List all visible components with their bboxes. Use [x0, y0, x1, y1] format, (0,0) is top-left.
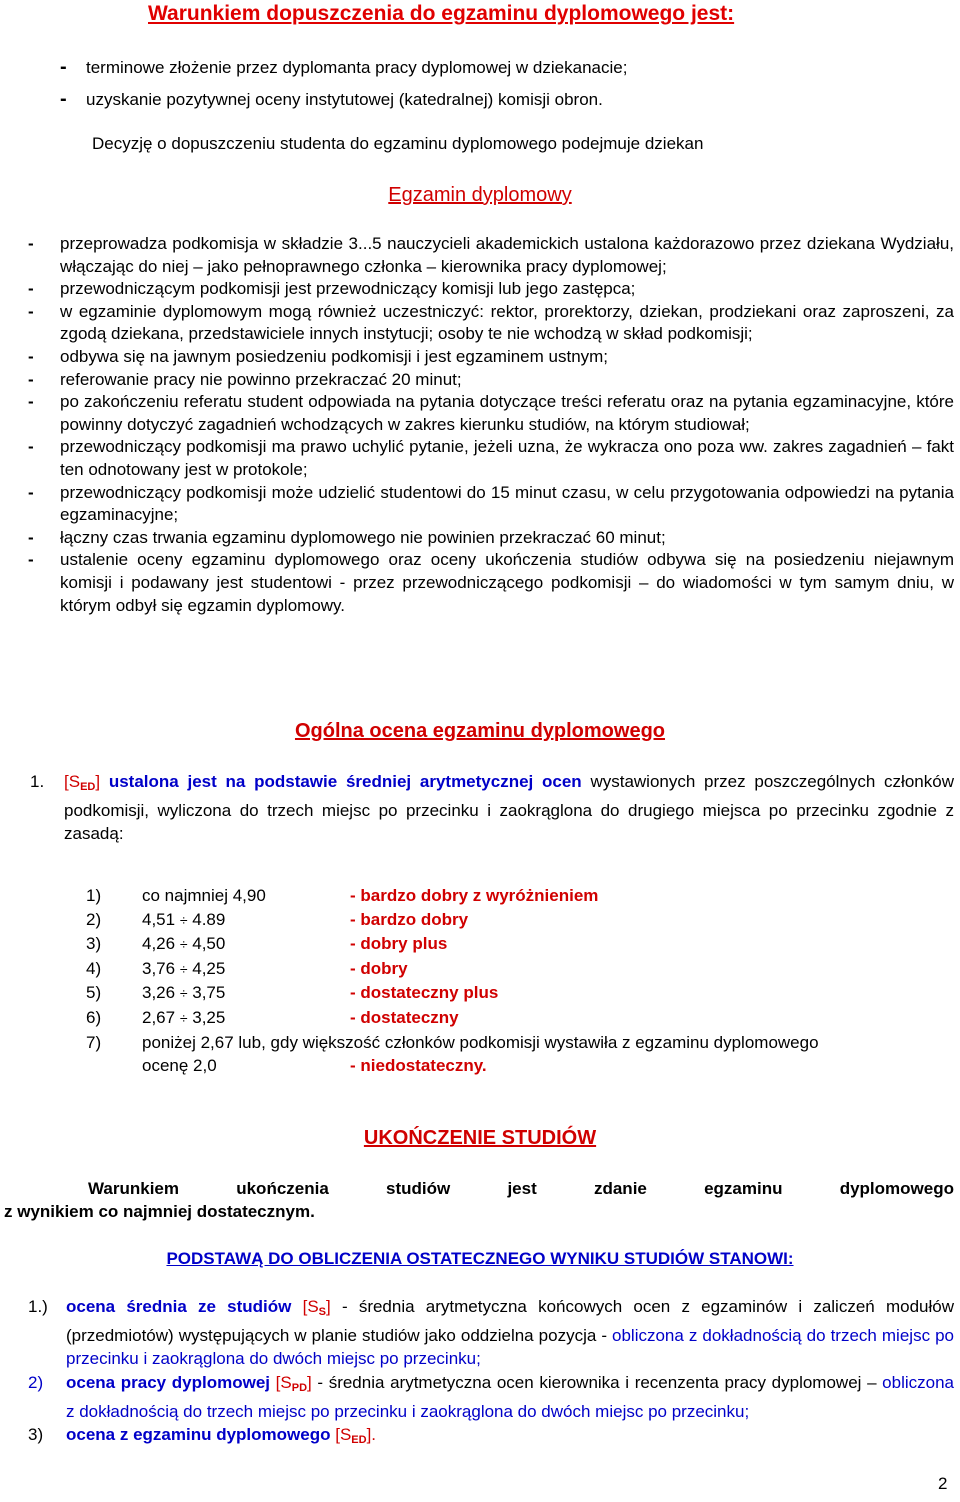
- list-item: 2) ocena pracy dyplomowej $[S_{PD}]$ - średnia arytmetyczna ocen kierownika i recenzenta pracy dyplomowej – obliczona z dokładnością do trzech miejsc po przecinku i zaokrąglona do dwóch miejsc po przecinku;: [28, 1372, 954, 1421]
- heading-conditions: Warunkiem dopuszczenia do egzaminu dyplomowego jest:: [148, 2, 735, 25]
- grade-row: 1) co najmniej 4,90 - bardzo dobry z wyróżnieniem: [86, 886, 599, 905]
- overall-bold: ustalona jest na podstawie średniej arytmetycznej ocen: [108, 772, 582, 791]
- completion-line1: Warunkiem ukończenia studiów jest zdanie egzaminu dyplomowego: [88, 1179, 954, 1198]
- grade-list: [86, 884, 956, 1078]
- condition-1: - terminowe złożenie przez dyplomanta pracy dyplomowej w dziekanacie;: [60, 56, 628, 78]
- grade-row: 6) 2,67 ÷ 3,25 - dostateczny: [86, 1007, 459, 1027]
- list-item: - ustalenie oceny egzaminu dyplomowego oraz oceny ukończenia studiów odbywa się na posiedzeniu niejawnym komisji i podawany jest studentowi - przez przewodniczącego podkomisji – do wiadomości w tym samym dniu, w którym odbył się egzamin dyplomowy.: [28, 550, 954, 615]
- grade-row: 7) poniżej 2,67 lub, gdy większość członków podkomisji wystawiła z egzaminu dyplomowego: [86, 1032, 819, 1052]
- decision-text: Decyzję o dopuszczeniu studenta do egzaminu dyplomowego podejmuje dziekan: [92, 134, 704, 153]
- list-item: - odbywa się na jawnym posiedzeniu podkomisji i jest egzaminem ustnym;: [28, 346, 609, 366]
- list-item: - łączny czas trwania egzaminu dyplomowego nie powinien przekraczać 60 minut;: [28, 527, 666, 547]
- exam-rules-list: [28, 233, 954, 617]
- heading-overall: Ogólna ocena egzaminu dyplomowego: [294, 720, 666, 742]
- list-item: - referowanie pracy nie powinno przekraczać 20 minut;: [28, 369, 462, 389]
- heading-basis: PODSTAWĄ DO OBLICZENIA OSTATECZNEGO WYNIKU STUDIÓW STANOWI:: [166, 1249, 794, 1268]
- overall-item: 1. $[S_{ED}]$ ustalona jest na podstawie średniej arytmetycznej ocen wystawionych przez poszczególnych członków podkomisji, wyliczona do trzech miejsc po przecinku i zaokrąglona do drugiego miejsca po przecinku zgodnie z zasadą:: [30, 772, 954, 843]
- grade-row: 2) 4,51 ÷ 4.89 - bardzo dobry: [86, 909, 469, 929]
- heading-exam: Egzamin dyplomowy: [388, 184, 572, 206]
- list-item: - po zakończeniu referatu student odpowiada na pytania dotyczące treści referatu oraz na pytania egzaminacyjne, które powinny dotyczyć zagadnień wchodzących w zakres kierunku studiów, na którym studiował;: [28, 392, 954, 434]
- condition-2: - uzyskanie pozytywnej oceny instytutowej (katedralnej) komisji obron.: [60, 88, 603, 110]
- list-item: - przewodniczący podkomisji może udzielić studentowi do 15 minut czasu, w celu przygotowania odpowiedzi na pytania egzaminacyjne;: [28, 482, 954, 525]
- grade-row: 5) 3,26 ÷ 3,75 - dostateczny plus: [86, 983, 499, 1003]
- basis-list: [28, 1295, 954, 1452]
- list-item: - przeprowadza podkomisja w składzie 3...5 nauczycieli akademickich ustalona każdorazowo przez dziekana Wydziału, włączając do niej – jako pełnoprawnego członka – kierownika pracy dyplomowej;: [28, 234, 954, 276]
- list-item: - przewodniczący podkomisji ma prawo uchylić pytanie, jeżeli uzna, że wykracza ono poza ww. zakres zagadnień – fakt ten odnotowany jest w protokole;: [28, 437, 954, 479]
- page-number: 2: [938, 1474, 948, 1493]
- list-item: - w egzaminie dyplomowym mogą również uczestniczyć: rektor, prorektorzy, dziekan, prodziekani oraz zaproszeni, za zgodą dziekana, przedstawiciele innych instytucji; osoby te nie wchodzą w skład podkomisji;: [28, 301, 954, 344]
- grade-row: ocenę 2,0 - niedostateczny.: [142, 1056, 487, 1076]
- heading-completion: UKOŃCZENIE STUDIÓW: [363, 1127, 597, 1149]
- list-item: 3) ocena z egzaminu dyplomowego $[S_{ED}]$.: [28, 1425, 377, 1447]
- completion-line2: z wynikiem co najmniej dostatecznym.: [4, 1202, 315, 1221]
- grade-row: 3) 4,26 ÷ 4,50 - dobry plus: [86, 934, 448, 954]
- list-item: 1.) ocena średnia ze studiów $[S_S]$ - średnia arytmetyczna końcowych ocen z egzaminów i zaliczeń modułów (przedmiotów) występujących w planie studiów jako oddzielna pozycja - obliczona z dokładnością do trzech miejsc po przecinku i zaokrąglona do dwóch miejsc po przecinku;: [28, 1297, 954, 1369]
- grade-row: 4) 3,76 ÷ 4,25 - dobry: [86, 958, 408, 978]
- list-item: - przewodniczącym podkomisji jest przewodniczący komisji lub jego zastępca;: [28, 279, 636, 299]
